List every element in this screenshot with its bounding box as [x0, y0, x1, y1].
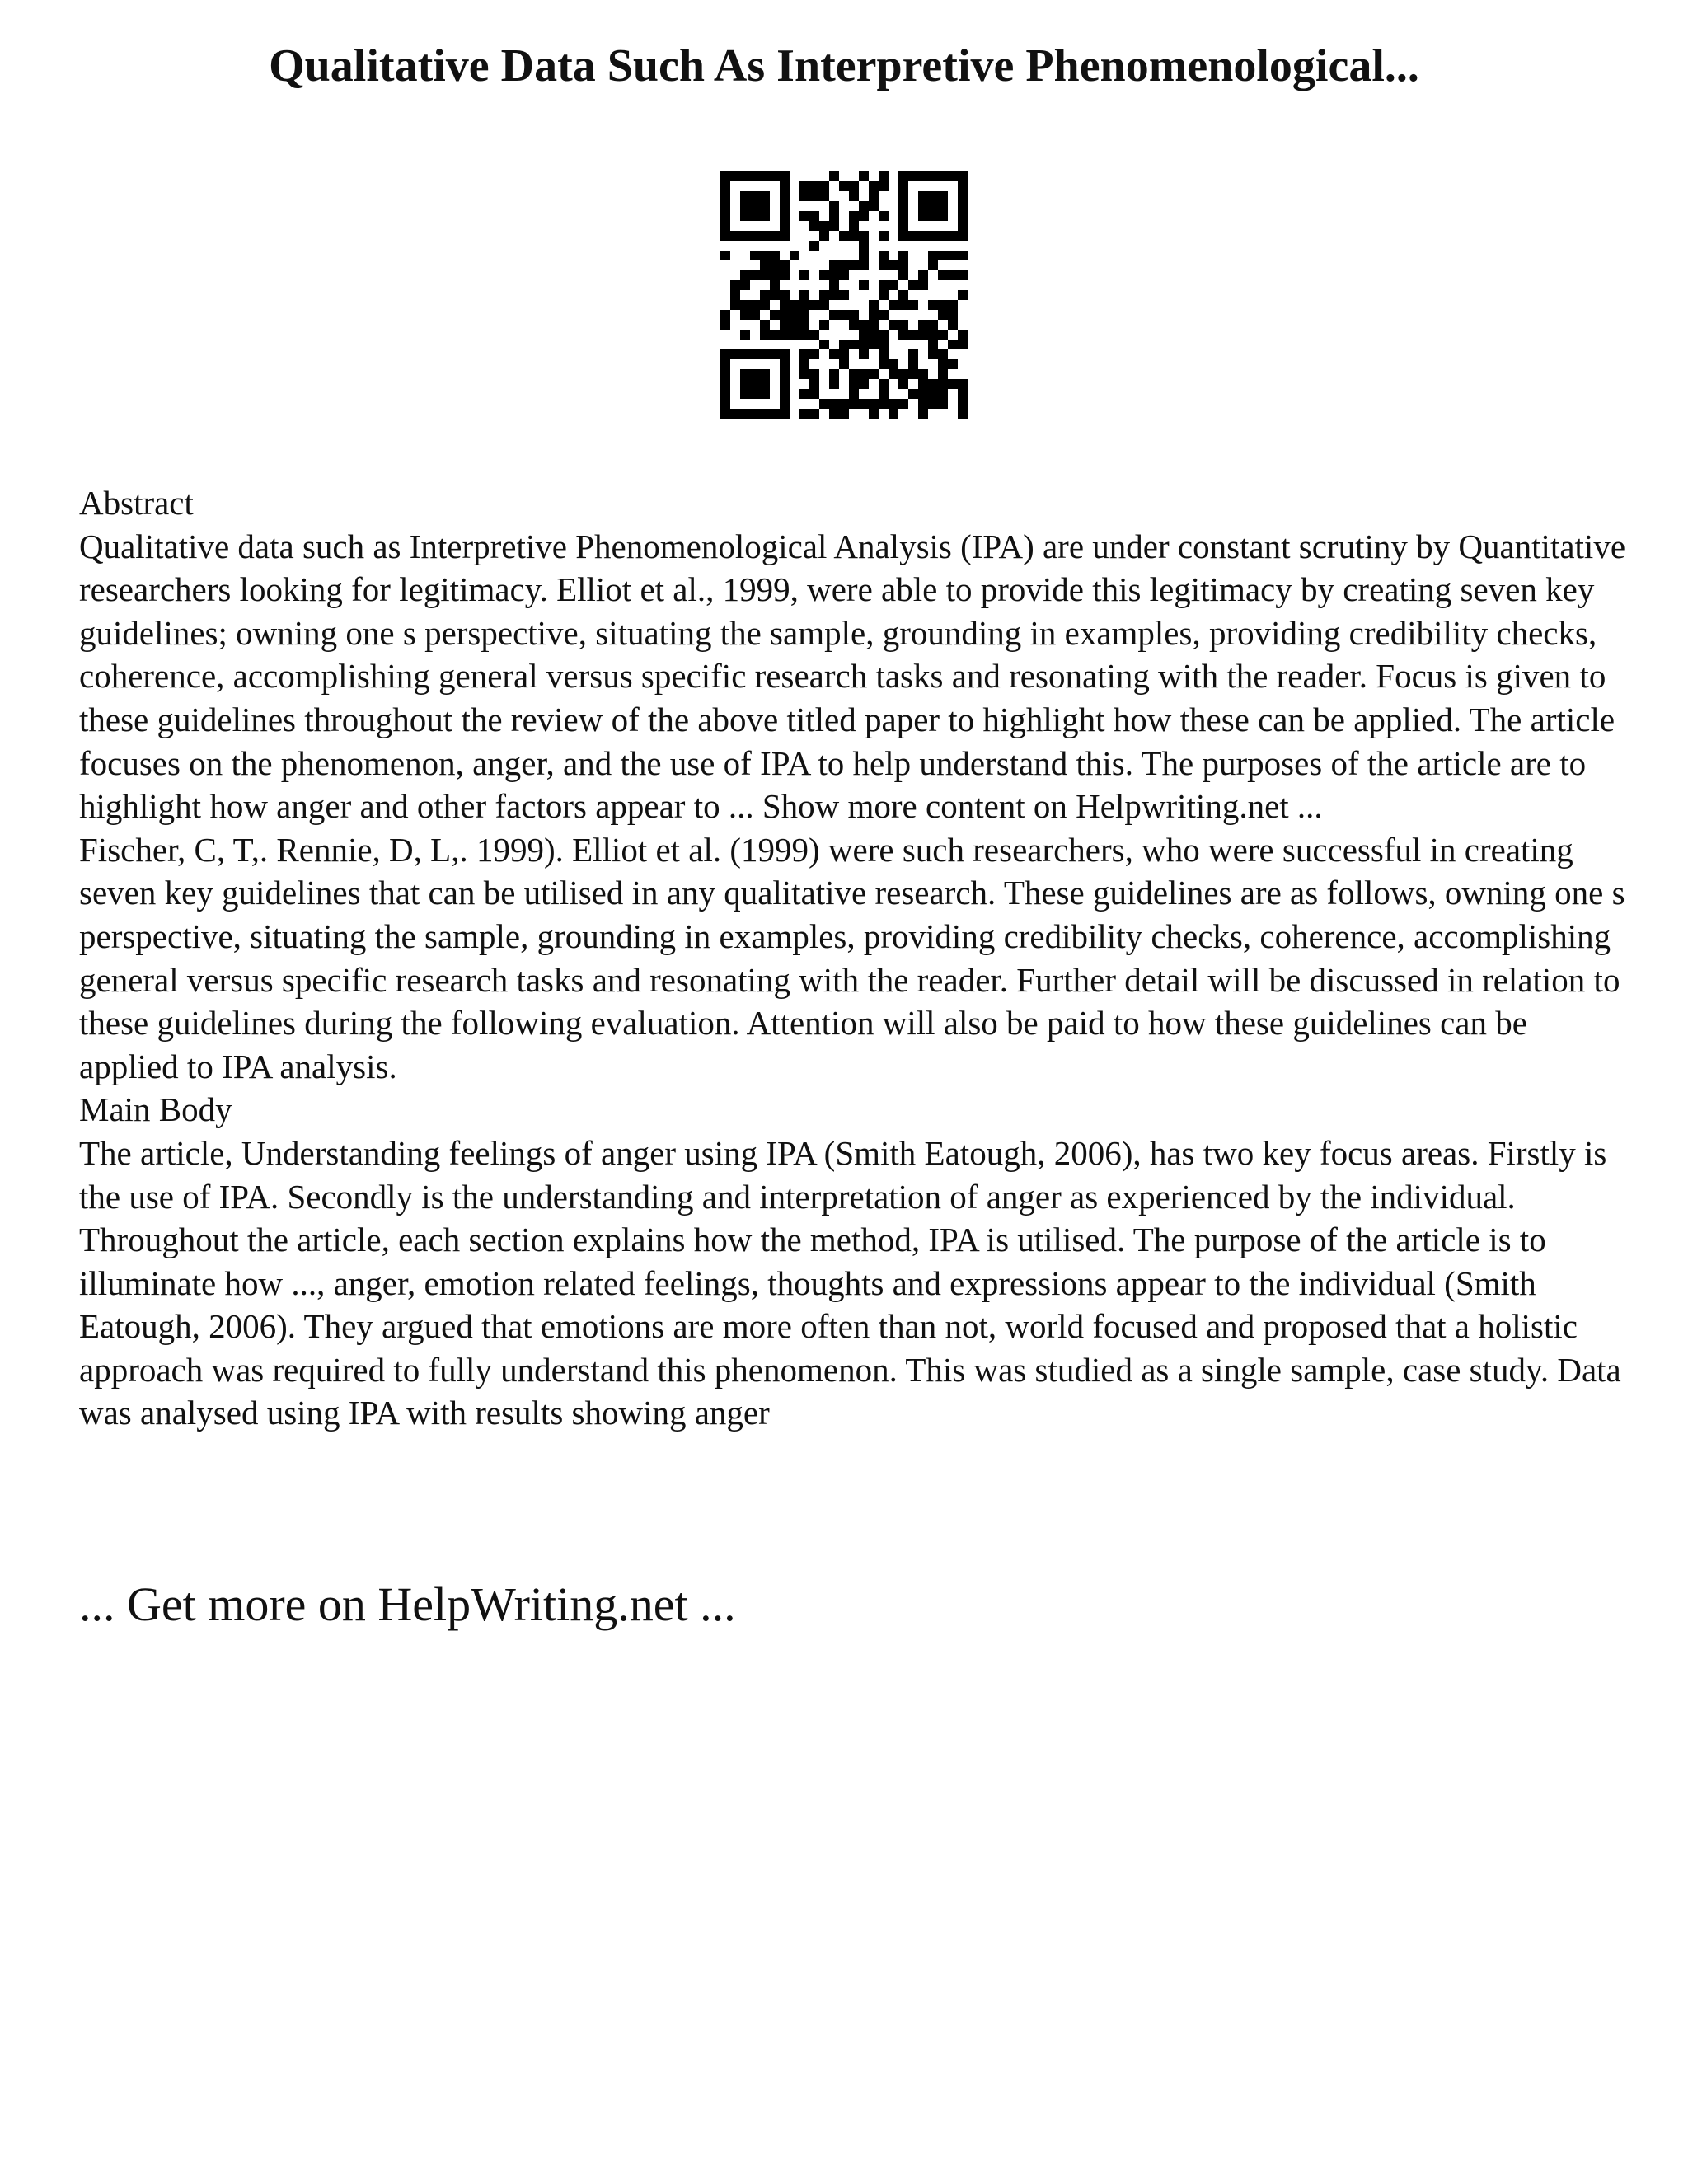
abstract-paragraph: Qualitative data such as Interpretive Phenomenological Analysis (IPA) are under constant scrutiny by Quantitative researchers looking for legitimacy. Elliot et al., 1999, were able to provide this legitimacy by creating seven key guidelines; owning one s perspective, situating the sample, grounding in examples, providing credibility checks, coherence, accomplishing general versus specific research tasks and resonating with the reader. Focus is given to these guidelines throughout the review of the above titled paper to highlight how these can be applied. The article focuses on the phenomenon, anger, and the use of IPA to help understand this. The purposes of the article are to highlight how anger and other factors appear to ... Show more content on Helpwriting.net ... [79, 527, 1626, 826]
main-body-heading: Main Body [79, 1090, 232, 1129]
main-body-paragraph: The article, Understanding feelings of anger using IPA (Smith Eatough, 2006), has two key focus areas. Firstly is the use of IPA. Secondly is the understanding and interpretation of anger as experienced by the individual. Throughout the article, each section explains how the method, IPA is utilised. The purpose of the article is to illuminate how ..., anger, emotion related feelings, thoughts and expressions appear to the individual (Smith Eatough, 2006). They argued that emotions are more often than not, world focused and proposed that a holistic approach was required to fully understand this phenomenon. This was studied as a single sample, case study. Data was analysed using IPA with results showing anger [79, 1133, 1621, 1432]
page-title: Qualitative Data Such As Interpretive Phenomenological... [269, 40, 1419, 91]
references-paragraph: Fischer, C, T,. Rennie, D, L,. 1999). Elliot et al. (1999) were such researchers, who were successful in creating seven key guidelines that can be utilised in any qualitative research. These guidelines are as follows, owning one s perspective, situating the sample, grounding in examples, providing credibility checks, coherence, accomplishing general versus specific research tasks and resonating with the reader. Further detail will be discussed in relation to these guidelines during the following evaluation. Attention will also be paid to how these guidelines can be applied to IPA analysis. [79, 830, 1625, 1085]
document-body [79, 481, 1629, 1435]
qr-code-graphic [720, 171, 968, 419]
qr-code-icon [720, 171, 968, 419]
get-more-link[interactable]: ... Get more on HelpWriting.net ... [79, 1577, 736, 1631]
abstract-heading: Abstract [79, 484, 194, 522]
